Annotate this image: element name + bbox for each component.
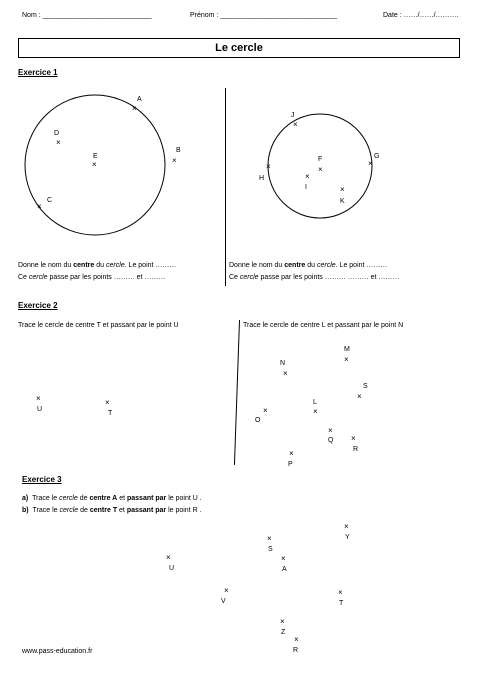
ex3-item-b: b) Trace le cercle de centre T et passant par le point R . <box>22 507 202 514</box>
prenom-field: Prénom : ______________________________ <box>190 12 338 19</box>
ex2-left-instruction: Trace le cercle de centre T et passant par le point U <box>18 322 179 329</box>
date-field: Date : ……/……/………. <box>383 12 459 19</box>
exercise-1-heading: Exercice 1 <box>18 68 58 77</box>
ex1-left-question-1: Donne le nom du centre du cercle. Le point ……… <box>18 262 177 269</box>
ex2-right-instruction: Trace le cercle de centre L et passant par le point N <box>243 322 404 329</box>
nom-field: Nom : ____________________________ <box>22 12 152 19</box>
exercise-2-heading: Exercice 2 <box>18 301 58 310</box>
ex1-right-question-2: Ce cercle passe par les points ……… ……… et ……… <box>229 274 400 281</box>
footer-url: www.pass-education.fr <box>22 648 93 655</box>
ex1-right-question-1: Donne le nom du centre du cercle. Le point ……… <box>229 262 388 269</box>
exercise-1-divider <box>225 88 226 286</box>
page-title: Le cercle <box>18 38 460 58</box>
exercise-3-heading: Exercice 3 <box>22 475 62 484</box>
ex3-item-a: a) Trace le cercle de centre A et passant par le point U . <box>22 495 202 502</box>
ex1-left-question-2: Ce cercle passe par les points ……… et ……… <box>18 274 166 281</box>
